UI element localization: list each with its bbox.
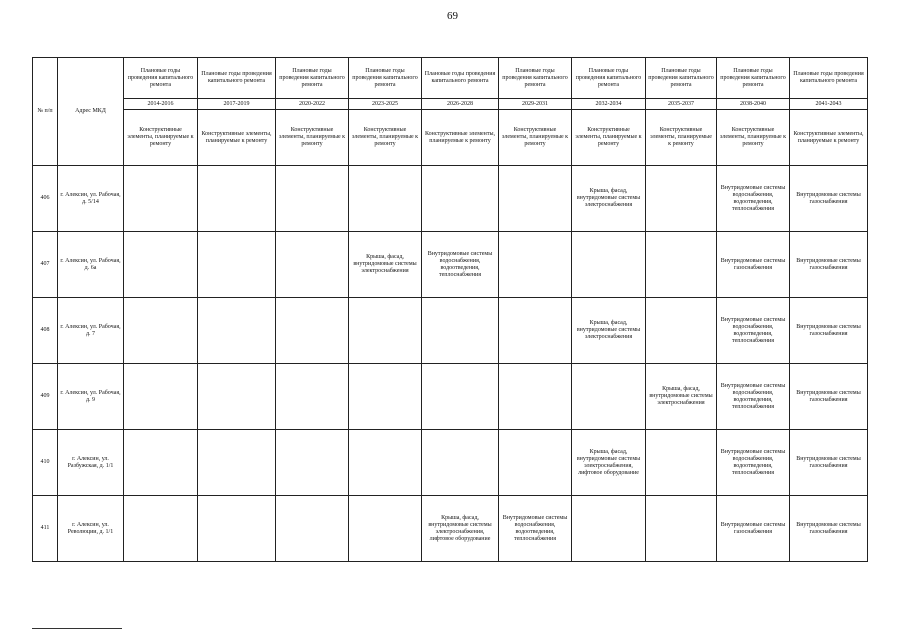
repair-cell: [124, 166, 198, 232]
repair-cell: [198, 166, 276, 232]
repair-cell: [124, 364, 198, 430]
repair-cell: [276, 496, 349, 562]
period-years: 2020-2022: [276, 99, 349, 110]
elements-label: Конструктивные элементы, планируемые к ремонту: [276, 110, 349, 166]
row-address: г. Алексин, ул. Разбужская, д. 1/1: [58, 430, 124, 496]
elements-label: Конструктивные элементы, планируемые к ремонту: [499, 110, 572, 166]
repair-cell: [198, 496, 276, 562]
table-row: [33, 298, 868, 364]
elements-label: Конструктивные элементы, планируемые к ремонту: [124, 110, 198, 166]
period-years: 2032-2034: [572, 99, 646, 110]
num-header: № п/п: [33, 58, 58, 166]
table-row: [33, 232, 868, 298]
row-number: 407: [33, 232, 58, 298]
period-years: 2041-2043: [790, 99, 868, 110]
repair-cell: [276, 430, 349, 496]
repair-cell: [646, 232, 717, 298]
repair-cell: [124, 430, 198, 496]
period-years: 2014-2016: [124, 99, 198, 110]
table-row: [33, 166, 868, 232]
row-address: г. Алексин, ул. Революции, д. 1/1: [58, 496, 124, 562]
elements-label: Конструктивные элементы, планируемые к ремонту: [349, 110, 422, 166]
repair-cell: [198, 232, 276, 298]
repair-cell: [198, 430, 276, 496]
period-years: 2026-2028: [422, 99, 499, 110]
repair-cell: Внутридомовые системы газоснабжения: [717, 496, 790, 562]
row-number: 410: [33, 430, 58, 496]
repair-cell: [422, 430, 499, 496]
footnote-divider: [32, 628, 122, 629]
period-title: Плановые годы проведения капитального ремонта: [198, 58, 276, 99]
repair-cell: [124, 232, 198, 298]
repair-cell: Внутридомовые системы водоснабжения, водоотведения, теплоснабжения: [717, 298, 790, 364]
repair-cell: Внутридомовые системы газоснабжения: [790, 232, 868, 298]
repair-cell: [572, 232, 646, 298]
repair-cell: Внутридомовые системы водоснабжения, водоотведения, теплоснабжения: [499, 496, 572, 562]
table-row: [33, 430, 868, 496]
repair-cell: Внутридомовые системы газоснабжения: [790, 496, 868, 562]
repair-cell: [276, 232, 349, 298]
repair-cell: Внутридомовые системы водоснабжения, водоотведения, теплоснабжения: [717, 364, 790, 430]
repair-cell: [349, 496, 422, 562]
repair-cell: Крыша, фасад, внутридомовые системы электроснабжения: [349, 232, 422, 298]
header-row-elements: [33, 110, 868, 166]
period-title: Плановые годы проведения капитального ремонта: [124, 58, 198, 99]
repair-cell: [646, 496, 717, 562]
elements-label: Конструктивные элементы, планируемые к ремонту: [422, 110, 499, 166]
period-title: Плановые годы проведения капитального ремонта: [572, 58, 646, 99]
elements-label: Конструктивные элементы, планируемые к ремонту: [198, 110, 276, 166]
period-years: 2029-2031: [499, 99, 572, 110]
repair-cell: Внутридомовые системы водоснабжения, водоотведения, теплоснабжения: [717, 430, 790, 496]
repair-cell: [276, 298, 349, 364]
repair-cell: Внутридомовые системы газоснабжения: [790, 166, 868, 232]
period-title: Плановые годы проведения капитального ремонта: [349, 58, 422, 99]
repair-cell: [572, 364, 646, 430]
repair-cell: [276, 364, 349, 430]
repair-cell: Крыша, фасад, внутридомовые системы электроснабжения, лифтовое оборудование: [572, 430, 646, 496]
row-number: 409: [33, 364, 58, 430]
repair-cell: Внутридомовые системы газоснабжения: [790, 430, 868, 496]
row-number: 406: [33, 166, 58, 232]
period-title: Плановые годы проведения капитального ремонта: [276, 58, 349, 99]
repair-cell: [422, 364, 499, 430]
address-header: Адрес МКД: [58, 58, 124, 166]
row-address: г. Алексин, ул. Рабочая, д. 7: [58, 298, 124, 364]
repair-cell: Внутридомовые системы водоснабжения, водоотведения, теплоснабжения: [422, 232, 499, 298]
repair-cell: Внутридомовые системы газоснабжения: [717, 232, 790, 298]
repair-cell: [198, 364, 276, 430]
page-number: 69: [447, 10, 458, 22]
elements-label: Конструктивные элементы, планируемые к ремонту: [646, 110, 717, 166]
repair-cell: Крыша, фасад, внутридомовые системы электроснабжения: [572, 298, 646, 364]
repair-cell: [646, 298, 717, 364]
period-years: 2035-2037: [646, 99, 717, 110]
table-row: [33, 364, 868, 430]
repair-cell: [422, 298, 499, 364]
row-address: г. Алексин, ул. Рабочая, д. 5/14: [58, 166, 124, 232]
row-address: г. Алексин, ул. Рабочая, д. 9: [58, 364, 124, 430]
period-years: 2017-2019: [198, 99, 276, 110]
header-row-titles: [33, 58, 868, 99]
repair-cell: [349, 166, 422, 232]
period-years: 2023-2025: [349, 99, 422, 110]
repair-cell: [499, 364, 572, 430]
repair-cell: Внутридомовые системы водоснабжения, водоотведения, теплоснабжения: [717, 166, 790, 232]
repair-cell: [349, 364, 422, 430]
repair-cell: Крыша, фасад, внутридомовые системы электроснабжения: [646, 364, 717, 430]
row-number: 408: [33, 298, 58, 364]
row-address: г. Алексин, ул. Рабочая, д. 6а: [58, 232, 124, 298]
repair-cell: [572, 496, 646, 562]
period-title: Плановые годы проведения капитального ремонта: [646, 58, 717, 99]
period-title: Плановые годы проведения капитального ремонта: [499, 58, 572, 99]
repair-cell: [349, 298, 422, 364]
repair-cell: [646, 166, 717, 232]
table-row: [33, 496, 868, 562]
repair-cell: [349, 430, 422, 496]
capital-repair-plan-table: [32, 57, 868, 562]
repair-cell: [276, 166, 349, 232]
period-title: Плановые годы проведения капитального ремонта: [790, 58, 868, 99]
elements-label: Конструктивные элементы, планируемые к ремонту: [790, 110, 868, 166]
repair-cell: Крыша, фасад, внутридомовые системы электроснабжения: [572, 166, 646, 232]
elements-label: Конструктивные элементы, планируемые к ремонту: [572, 110, 646, 166]
repair-cell: [646, 430, 717, 496]
period-years: 2038-2040: [717, 99, 790, 110]
repair-cell: [499, 232, 572, 298]
repair-cell: [198, 298, 276, 364]
repair-cell: Крыша, фасад, внутридомовые системы электроснабжения, лифтовое оборудование: [422, 496, 499, 562]
repair-cell: [124, 298, 198, 364]
period-title: Плановые годы проведения капитального ремонта: [422, 58, 499, 99]
repair-cell: Внутридомовые системы газоснабжения: [790, 364, 868, 430]
repair-cell: [124, 496, 198, 562]
repair-cell: [499, 166, 572, 232]
header-row-periods: [33, 99, 868, 110]
row-number: 411: [33, 496, 58, 562]
elements-label: Конструктивные элементы, планируемые к ремонту: [717, 110, 790, 166]
repair-cell: [499, 298, 572, 364]
repair-cell: Внутридомовые системы газоснабжения: [790, 298, 868, 364]
period-title: Плановые годы проведения капитального ремонта: [717, 58, 790, 99]
repair-cell: [499, 430, 572, 496]
repair-cell: [422, 166, 499, 232]
